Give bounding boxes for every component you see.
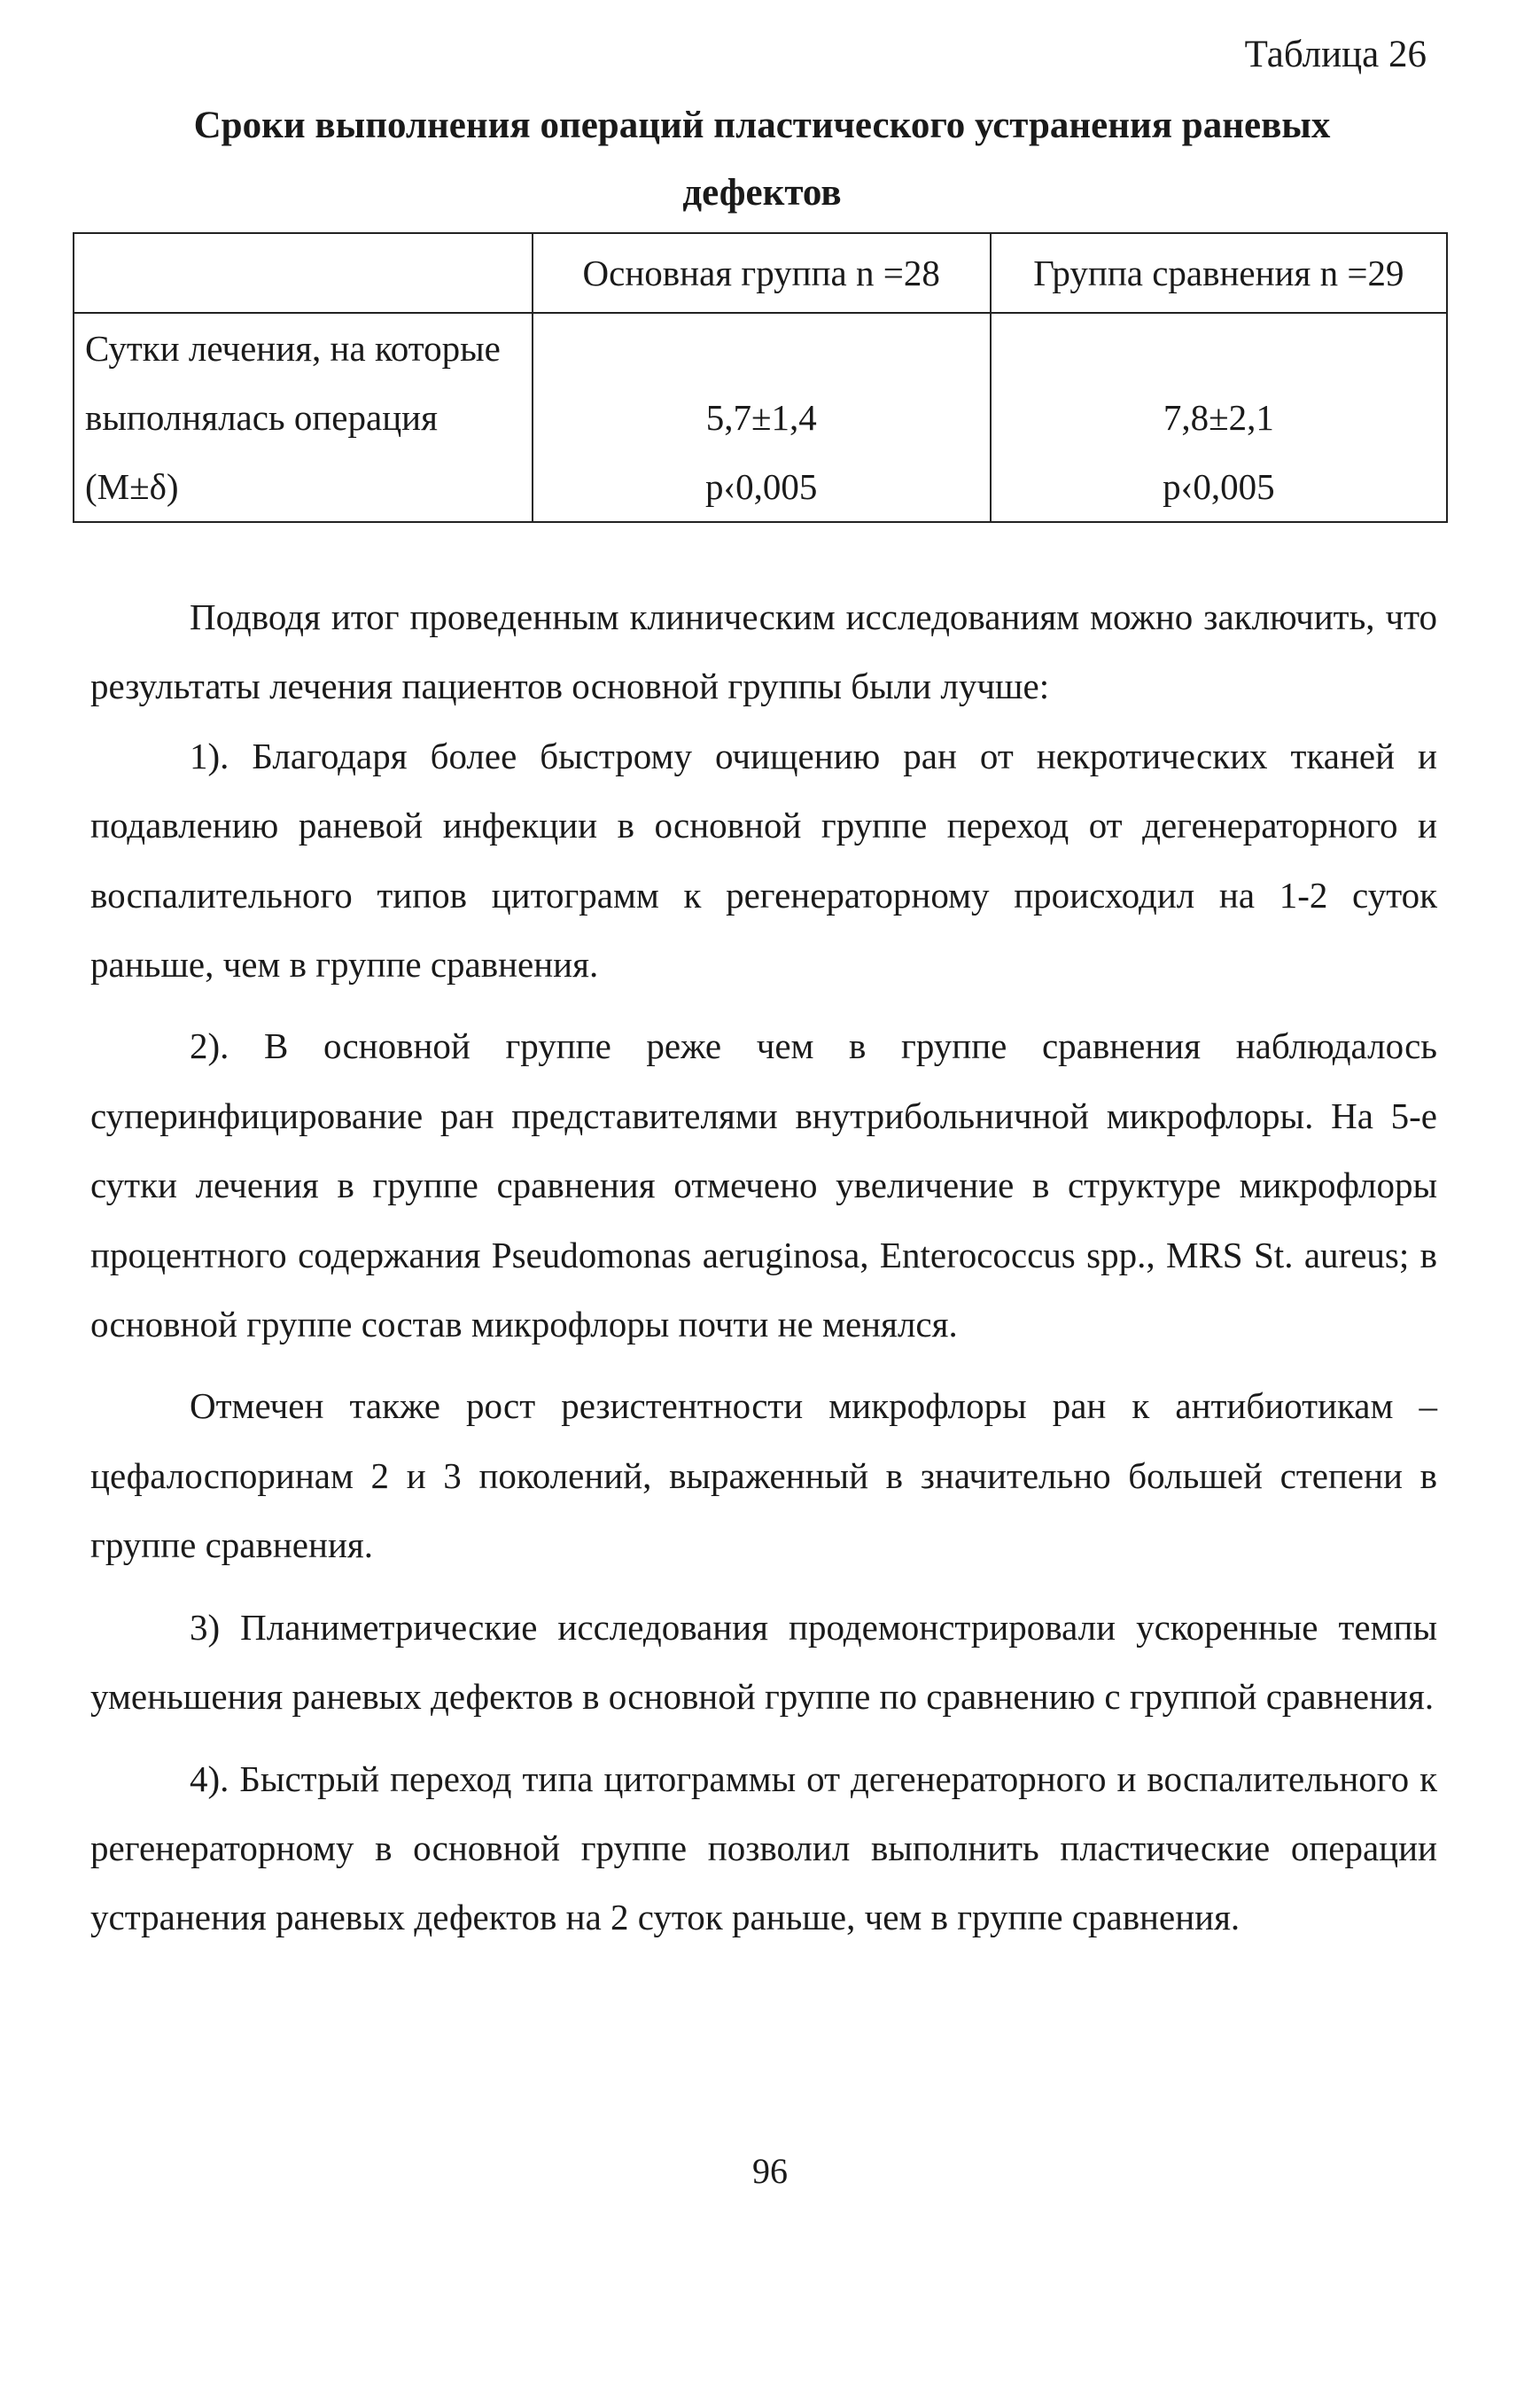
paragraph-resistance: Отмечен также рост резистентности микрофлоры ран к антибиотикам – цефалоспоринам 2 и 3 поколений, выраженный в значительно большей степени в группе сравнения. bbox=[90, 1385, 1437, 1566]
body-text bbox=[90, 582, 1437, 1953]
header-empty-cell bbox=[74, 233, 533, 313]
table-row bbox=[74, 313, 1447, 522]
main-group-cell bbox=[533, 313, 991, 522]
comparison-group-value: 7,8±2,1 bbox=[1163, 397, 1274, 438]
main-group-value: 5,7±1,4 bbox=[705, 397, 817, 438]
row-label: Сутки лечения, на которые выполнялась операция (M±δ) bbox=[74, 313, 533, 522]
page-number: 96 bbox=[752, 2151, 788, 2191]
table-title: Сроки выполнения операций пластического устранения раневых дефектов bbox=[193, 105, 1331, 214]
table-header-row bbox=[74, 233, 1447, 313]
header-main-group: Основная группа n =28 bbox=[533, 233, 991, 313]
paragraph-point-1: 1). Благодаря более быстрому очищению ран от некротических тканей и подавлению раневой инфекции в основной группе переход от дегенераторного и воспалительного типов цитограмм к регенераторному происходил на 1-2 суток раньше, чем в группе сравнения. bbox=[90, 735, 1437, 986]
results-table bbox=[73, 232, 1448, 523]
paragraph-point-2: 2). В основной группе реже чем в группе сравнения наблюдалось суперинфицирование ран представителями внутрибольничной микрофлоры. На 5-е сутки лечения в группе сравнения отмечено увеличение в структуре микрофлоры процентного содержания Pseudomonas aeruginosa, Enterococcus spp., MRS St. aureus; в основной группе состав микрофлоры почти не менялся. bbox=[90, 1025, 1437, 1345]
paragraph-point-3: 3) Планиметрические исследования продемонстрировали ускоренные темпы уменьшения раневых дефектов в основной группе по сравнению с группой сравнения. bbox=[90, 1606, 1437, 1718]
comparison-group-cell bbox=[991, 313, 1447, 522]
main-group-p-value: p‹0,005 bbox=[705, 466, 818, 507]
paragraph-summary: Подводя итог проведенным клиническим исследованиям можно заключить, что результаты лечения пациентов основной группы были лучше: bbox=[90, 596, 1437, 707]
header-comparison-group: Группа сравнения n =29 bbox=[991, 233, 1447, 313]
comparison-group-p-value: p‹0,005 bbox=[1163, 466, 1275, 507]
paragraph-point-4: 4). Быстрый переход типа цитограммы от дегенераторного и воспалительного к регенераторному в основной группе позволил выполнить пластические операции устранения раневых дефектов на 2 суток раньше, чем в группе сравнения. bbox=[90, 1758, 1437, 1938]
table-number: Таблица 26 bbox=[1244, 34, 1427, 75]
